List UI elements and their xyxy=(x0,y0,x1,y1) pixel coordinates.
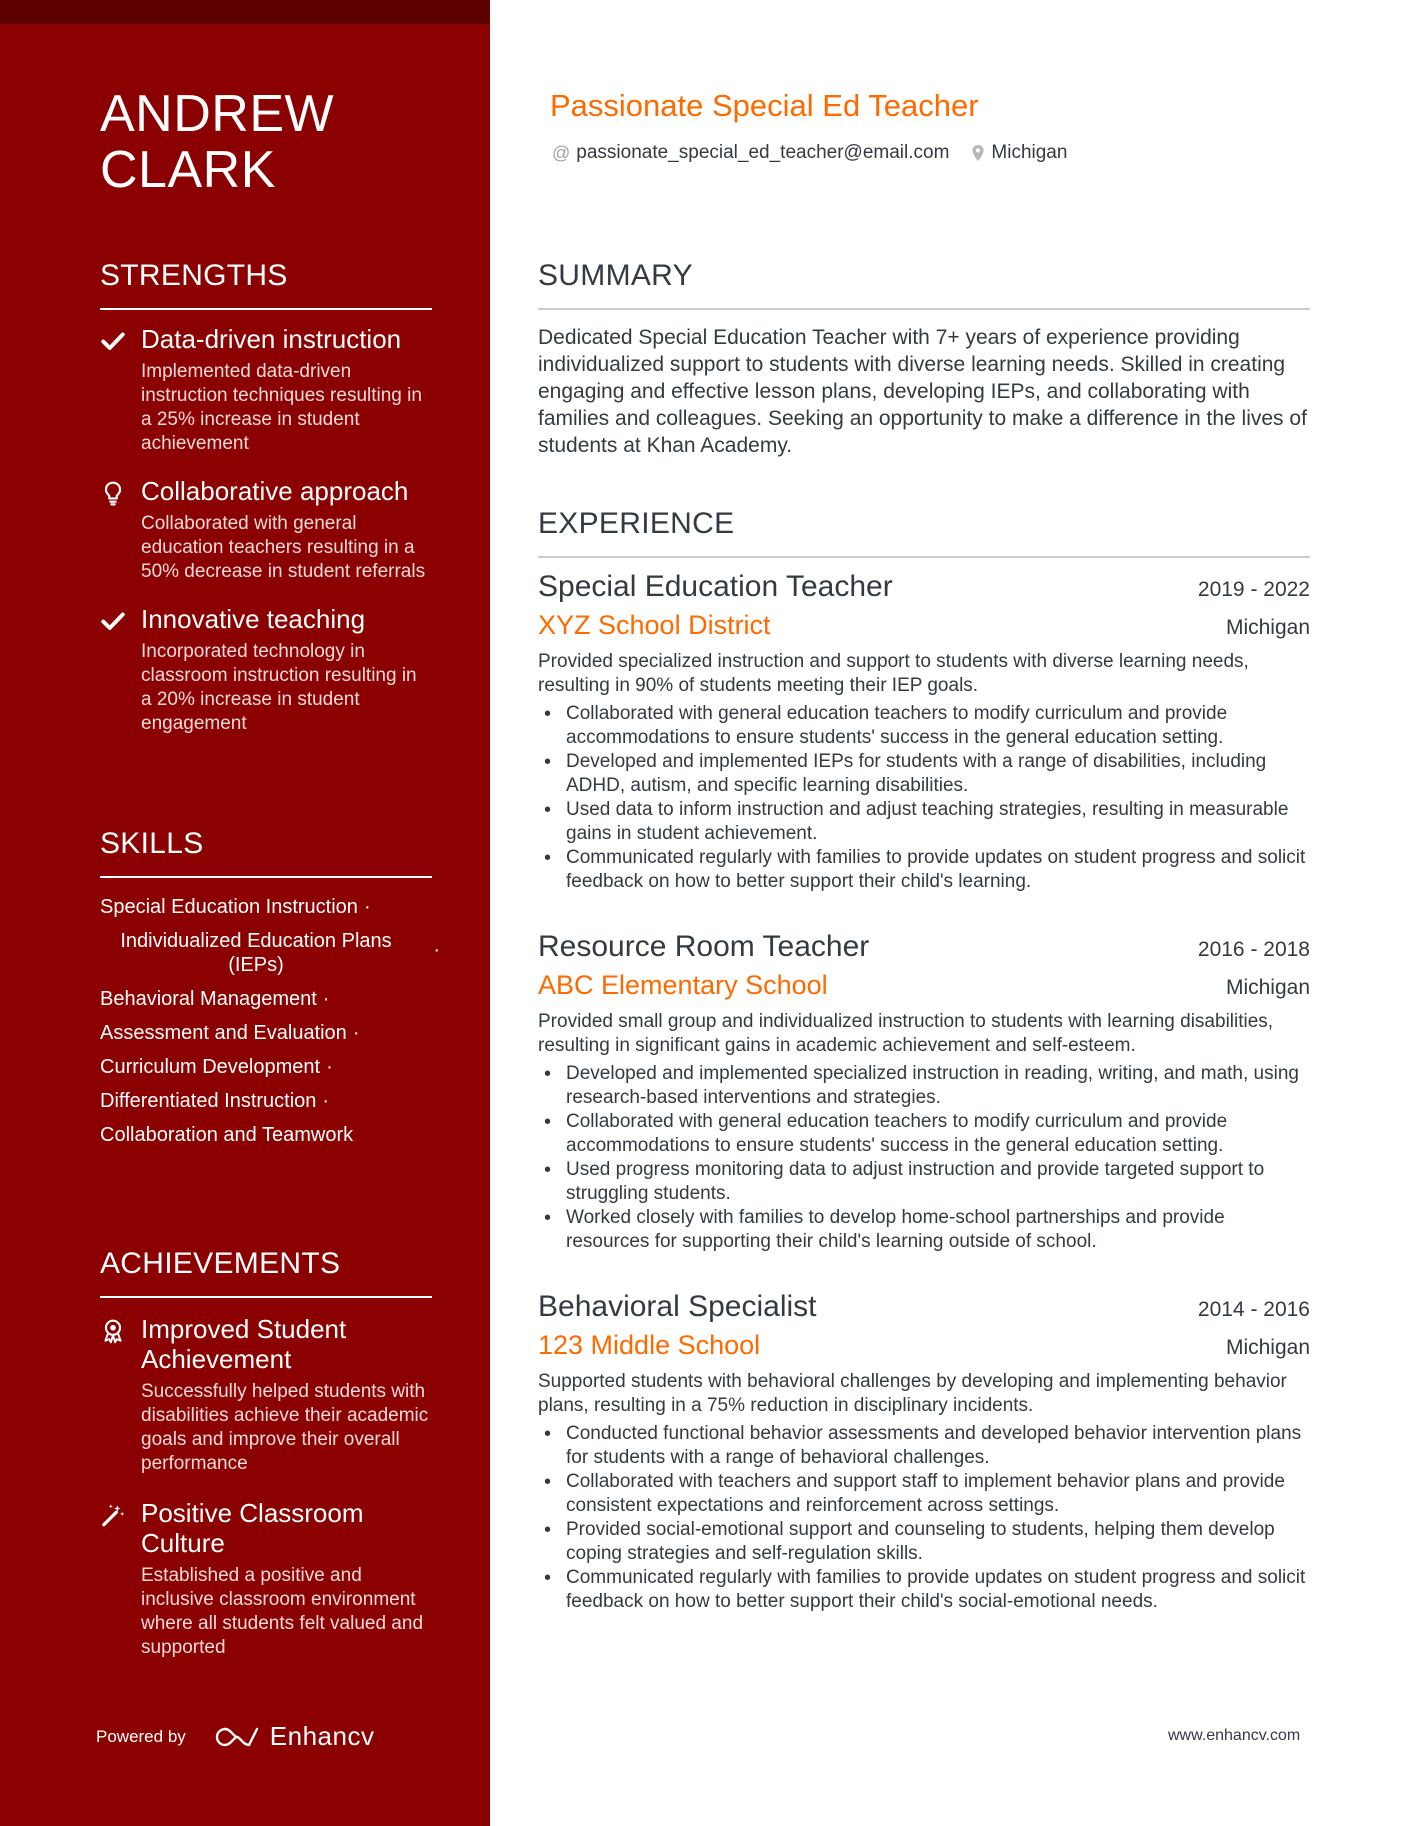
strength-title: Data-driven instruction xyxy=(141,324,402,354)
job-bullet: • Collaborated with teachers and support staff to implement behavior plans and provide consistent expectations and reinforcement across settings. xyxy=(538,1470,1310,1518)
enhancv-brand: Enhancv xyxy=(269,1721,375,1751)
strength-item xyxy=(100,324,432,456)
strength-title: Collaborative approach xyxy=(141,476,409,506)
job-description: Supported students with behavioral challenges by developing and implementing behavior plans, resulting in a 75% reduction in disciplinary incidents. xyxy=(538,1371,1287,1416)
job-bullet: • Developed and implemented IEPs for students with a range of disabilities, including ADHD, autism, and specific learning disabilities. xyxy=(538,750,1310,798)
job-bullet: • Communicated regularly with families to provide updates on student progress and solicit feedback on how to better support their child's social-emotional needs. xyxy=(538,1566,1310,1614)
job-title: Resource Room Teacher xyxy=(538,930,870,963)
email-text: passionate_special_ed_teacher@email.com xyxy=(576,142,950,163)
skill-separator: · xyxy=(363,896,371,918)
job-bullets xyxy=(538,1422,1310,1614)
job-bullet: • Conducted functional behavior assessments and developed behavior intervention plans for students with a range of behavioral challenges. xyxy=(538,1422,1310,1470)
award-ribbon-icon xyxy=(100,1318,126,1344)
skill-item: Special Education Instruction · xyxy=(100,896,371,918)
job-bullet: • Provided social-emotional support and counseling to students, helping them develop coping strategies and self-regulation skills. xyxy=(538,1518,1310,1566)
checkmark-icon xyxy=(100,608,126,634)
strength-description: Incorporated technology in classroom instruction resulting in a 20% increase in student engagement xyxy=(141,641,417,734)
strength-description: Collaborated with general education teachers resulting in a 50% decrease in student referrals xyxy=(141,513,426,582)
summary-text: Dedicated Special Education Teacher with 7+ years of experience providing individualized support to students with diverse learning needs. Skilled in creating engaging and effective lesson plans, developing IEPs, and collaborating with families and colleagues. Seeking an opportunity to make a difference in the lives of students at Khan Academy. xyxy=(538,326,1307,457)
skill-item: Behavioral Management · xyxy=(100,988,330,1010)
job-bullet: • Collaborated with general education teachers to modify curriculum and provide accommodations to ensure students' success in the general education setting. xyxy=(538,702,1310,750)
job-dates: 2014 - 2016 xyxy=(1197,1298,1310,1321)
job-title: Behavioral Specialist xyxy=(538,1290,817,1323)
job-location: Michigan xyxy=(1225,616,1310,639)
strengths-section xyxy=(100,258,432,736)
headline: Passionate Special Ed Teacher xyxy=(550,88,979,123)
sidebar xyxy=(0,0,490,1826)
skill-separator: · xyxy=(433,939,440,961)
sidebar-top-bar xyxy=(0,0,490,24)
job-title: Special Education Teacher xyxy=(538,570,893,603)
achievement-description: Established a positive and inclusive classroom environment where all students felt valued and supported xyxy=(141,1565,424,1658)
skills-heading: SKILLS xyxy=(100,826,432,878)
candidate-name xyxy=(100,86,470,198)
job-bullet: • Collaborated with general education teachers to modify curriculum and provide accommodations to ensure students' success in the general education setting. xyxy=(538,1110,1310,1158)
experience-heading: EXPERIENCE xyxy=(538,506,1310,558)
achievements-section xyxy=(100,1246,432,1660)
job-dates: 2016 - 2018 xyxy=(1197,938,1310,961)
experience-section xyxy=(538,506,1310,558)
enhancv-logo-icon xyxy=(214,1725,260,1749)
achievement-title: Improved Student Achievement xyxy=(141,1314,347,1374)
achievements-heading: ACHIEVEMENTS xyxy=(100,1246,432,1298)
achievement-title: Positive Classroom Culture xyxy=(141,1498,364,1558)
powered-by xyxy=(96,1721,374,1752)
achievement-description: Successfully helped students with disabilities achieve their academic goals and improve their overall performance xyxy=(141,1381,429,1474)
strength-description: Implemented data-driven instruction techniques resulting in a 25% increase in student achievement xyxy=(141,361,422,454)
job-bullet: • Communicated regularly with families to provide updates on student progress and solicit feedback on how to better support their child's learning. xyxy=(538,846,1310,894)
website-link[interactable]: www.enhancv.com xyxy=(1168,1727,1301,1744)
strength-item xyxy=(100,476,432,584)
job-location: Michigan xyxy=(1225,976,1310,999)
skills-section xyxy=(100,826,440,1152)
job-company[interactable]: XYZ School District xyxy=(538,610,771,640)
skill-item: Differentiated Instruction · xyxy=(100,1090,330,1112)
experience-entry xyxy=(538,928,1310,1254)
contact-email[interactable] xyxy=(552,142,949,164)
last-name: CLARK xyxy=(100,141,276,199)
job-bullets xyxy=(538,1062,1310,1254)
achievement-item xyxy=(100,1498,432,1660)
job-description: Provided small group and individualized instruction to students with learning disabilities, resulting in significant gains in academic achievement and self-esteem. xyxy=(538,1011,1274,1056)
map-pin-icon xyxy=(971,144,985,162)
job-bullet: • Worked closely with families to develop home-school partnerships and provide resources for supporting their child's learning outside of school. xyxy=(538,1206,1310,1254)
achievement-item xyxy=(100,1314,432,1476)
job-bullets xyxy=(538,702,1310,894)
skill-item: Assessment and Evaluation · xyxy=(100,1022,360,1044)
contact-location xyxy=(971,142,1067,164)
first-name: ANDREW xyxy=(100,85,335,143)
skill-separator: · xyxy=(322,988,330,1010)
summary-section xyxy=(538,258,1310,459)
skill-separator: · xyxy=(322,1090,330,1112)
skills-list xyxy=(100,890,440,1152)
skill-item: Curriculum Development · xyxy=(100,1056,333,1078)
experience-entry xyxy=(538,1288,1310,1614)
skill-separator: · xyxy=(326,1056,333,1078)
job-location: Michigan xyxy=(1225,1336,1310,1359)
skill-separator: · xyxy=(352,1022,360,1044)
strength-title: Innovative teaching xyxy=(141,604,366,634)
job-company[interactable]: 123 Middle School xyxy=(538,1330,761,1360)
strength-item xyxy=(100,604,432,736)
contact-info xyxy=(552,142,1067,164)
skill-item: Individualized Education Plans (IEPs) · xyxy=(120,930,440,976)
magic-wand-icon xyxy=(100,1502,126,1528)
lightbulb-icon xyxy=(100,480,126,506)
location-text: Michigan xyxy=(991,142,1068,163)
job-bullet: • Used progress monitoring data to adjust instruction and provide targeted support to struggling students. xyxy=(538,1158,1310,1206)
powered-by-label: Powered by xyxy=(96,1726,186,1746)
enhancv-logo[interactable] xyxy=(214,1721,375,1752)
at-icon: @ xyxy=(552,142,571,163)
summary-heading: SUMMARY xyxy=(538,258,1310,310)
experience-entry xyxy=(538,568,1310,894)
job-company[interactable]: ABC Elementary School xyxy=(538,970,828,1000)
job-description: Provided specialized instruction and support to students with diverse learning needs, resulting in 90% of students meeting their IEP goals. xyxy=(538,651,1249,696)
job-bullet: • Used data to inform instruction and adjust teaching strategies, resulting in measurable gains in student achievement. xyxy=(538,798,1310,846)
job-bullet: • Developed and implemented specialized instruction in reading, writing, and math, using research-based interventions and strategies. xyxy=(538,1062,1310,1110)
skill-item: Collaboration and Teamwork xyxy=(100,1124,354,1146)
checkmark-icon xyxy=(100,328,126,354)
job-dates: 2019 - 2022 xyxy=(1197,578,1310,601)
strengths-heading: STRENGTHS xyxy=(100,258,432,310)
